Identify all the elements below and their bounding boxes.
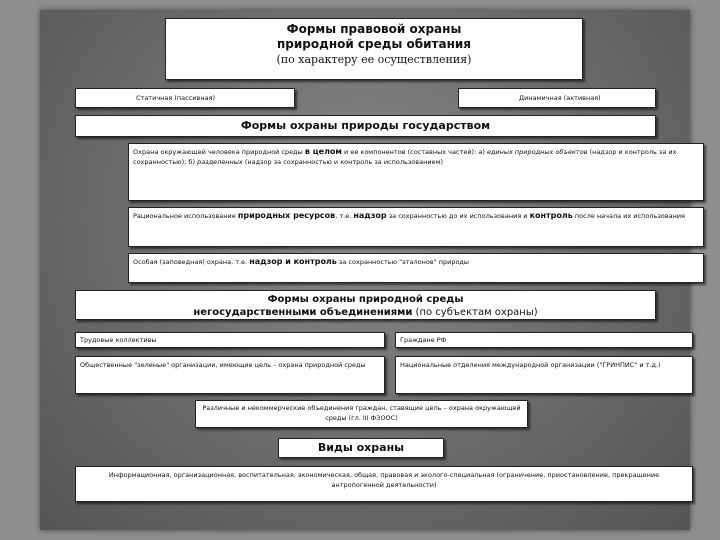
nongov-header — [75, 290, 656, 320]
green-ngo-box: Общественные "зеленые" организации, имеющие цель – охрана природной среды — [75, 356, 385, 394]
state-header — [75, 115, 656, 137]
types-header-text: Виды охраны — [317, 441, 405, 454]
state-item-3: Особая (заповедная) охрана, т.е. надзор и контроль за сохранностью "эталонов" природы — [128, 253, 704, 283]
dynamic-box — [458, 88, 656, 108]
state-item-1: Охрана окружающей человека природной среды в целом и ее компонентов (составных частей): а) единых природных объектов (надзор и контроль за их сохранностью); б) разделенных (надзор за сохранностью и контроль за использованием) — [128, 143, 704, 201]
labor-collectives-box: Трудовые коллективы — [75, 332, 385, 348]
various-associations-box: Различные и некоммерческие объединения граждан, ставящие цель – охрана окружающей среды (гл. III ФЗООС) — [195, 400, 528, 428]
state-item-2: Рациональное использование природных ресурсов, т.е. надзор за сохранностью до их использования и контроль после начала их использования — [128, 207, 704, 247]
static-label: Статичная (пассивная) — [136, 94, 216, 102]
title-line-2: природной среды обитания — [277, 37, 471, 51]
nongov-header-line-2: негосударственными объединениями (по субъектам охраны) — [193, 307, 538, 318]
types-header — [278, 438, 444, 458]
static-box — [75, 88, 295, 108]
title-line-1: Формы правовой охраны — [286, 22, 462, 36]
national-branches-box: Национальные отделения международной организации ("ГРИНПИС" и т.д.) — [395, 356, 693, 394]
dynamic-label: Динамичная (активная) — [519, 94, 601, 102]
title-line-3: (по характеру ее осуществления) — [276, 53, 472, 66]
state-header-text: Формы охраны природы государством — [240, 119, 491, 132]
nongov-header-line-1: Формы охраны природной среды — [267, 294, 464, 305]
slide-background — [40, 10, 690, 530]
types-box: Информационная, организационная, воспитательная, экономическая, общая, правовая и эколого-специальная (ограничение, приостановление, прекращение антропогенной деятельности) — [75, 466, 693, 502]
title-box — [165, 18, 583, 80]
citizens-box: Граждане РФ — [395, 332, 693, 348]
